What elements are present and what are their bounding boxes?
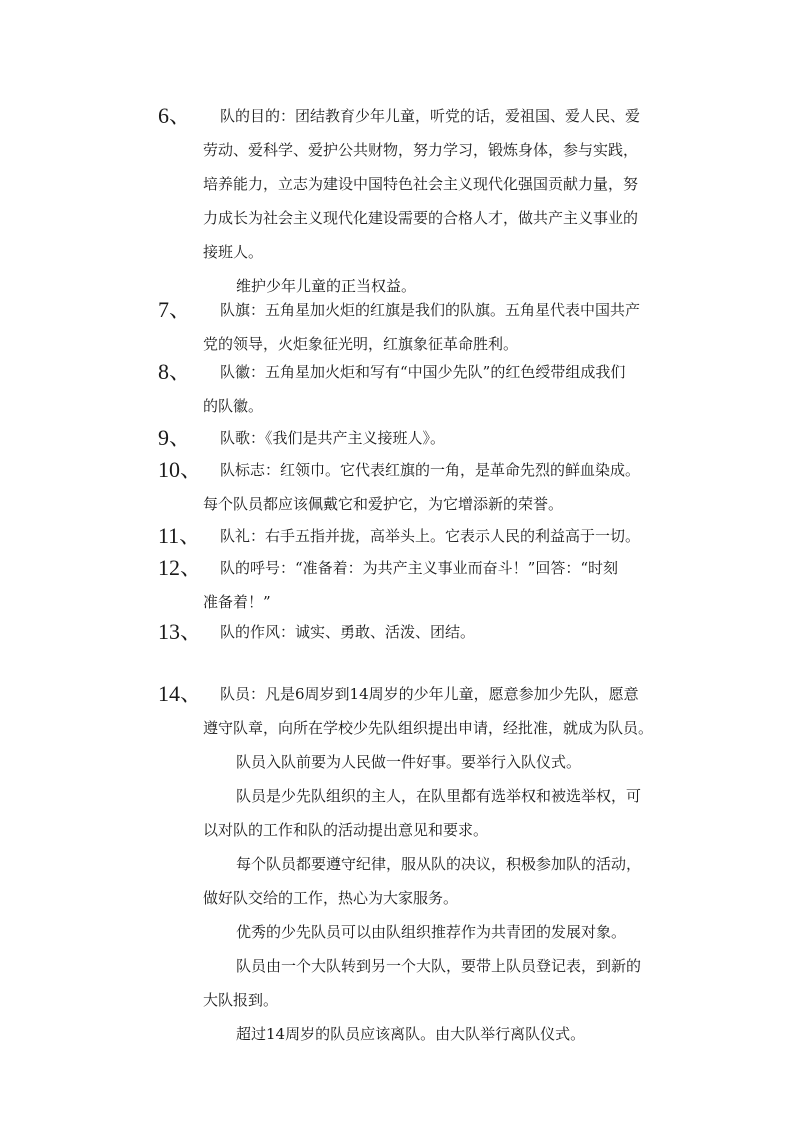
item-paragraph: 队员入队前要为人民做一件好事。要举行入队仪式。 — [236, 753, 582, 771]
item-text: 遵守队章，向所在学校少先队组织提出申请，经批准，就成为队员。 — [203, 719, 654, 737]
item-text: 培养能力，立志为建设中国特色社会主义现代化强国贡献力量，努 — [203, 175, 639, 193]
item-number: 7、 — [158, 297, 192, 322]
item-paragraph: 维护少年儿童的正当权益。 — [236, 277, 417, 295]
item-text: 队的作风：诚实、勇敢、活泼、团结。 — [220, 623, 476, 641]
item-paragraph: 队员是少先队组织的主人，在队里都有选举权和被选举权，可 — [236, 787, 642, 805]
item-text: 党的领导，火炬象征光明，红旗象征革命胜利。 — [203, 335, 519, 353]
item-number: 9、 — [158, 425, 192, 450]
item-number: 11、 — [158, 523, 202, 548]
item-text: 队礼：右手五指并拢，高举头上。它表示人民的利益高于一切。 — [220, 527, 641, 545]
item-number: 8、 — [158, 359, 192, 384]
item-text: 接班人。 — [203, 243, 264, 261]
item-text: 队的目的：团结教育少年儿童，听党的话，爱祖国、爱人民、爱 — [220, 107, 641, 125]
item-text: 队旗：五角星加火炬的红旗是我们的队旗。五角星代表中国共产 — [220, 301, 641, 319]
item-text: 队的呼号：“准备着：为共产主义事业而奋斗！”回答：“时刻 — [220, 559, 619, 577]
item-number: 13、 — [158, 619, 203, 644]
item-text: 队徽：五角星加火炬和写有“中国少先队”的红色绶带组成我们 — [220, 363, 626, 381]
item-paragraph: 优秀的少先队员可以由队组织推荐作为共青团的发展对象。 — [236, 923, 627, 941]
item-text: 的队徽。 — [203, 397, 264, 415]
item-text: 劳动、爱科学、爱护公共财物，努力学习，锻炼身体，参与实践， — [203, 141, 639, 159]
item-paragraph: 超过14周岁的队员应该离队。由大队举行离队仪式。 — [236, 1025, 586, 1043]
item-text: 准备着！” — [203, 593, 271, 611]
item-number: 6、 — [158, 103, 192, 128]
item-paragraph: 以对队的工作和队的活动提出意见和要求。 — [203, 821, 489, 839]
item-text: 队歌：《我们是共产主义接班人》。 — [220, 429, 446, 447]
item-text: 力成长为社会主义现代化建设需要的合格人才，做共产主义事业的 — [203, 209, 639, 227]
item-paragraph: 队员由一个大队转到另一个大队，要带上队员登记表，到新的 — [236, 957, 642, 975]
item-number: 14、 — [158, 681, 203, 706]
item-paragraph: 大队报到。 — [203, 991, 279, 1009]
item-text: 每个队员都应该佩戴它和爱护它，为它增添新的荣誉。 — [203, 495, 564, 513]
item-text: 队员：凡是6周岁到14周岁的少年儿童，愿意参加少先队，愿意 — [220, 685, 639, 703]
item-paragraph: 做好队交给的工作，热心为大家服务。 — [203, 889, 459, 907]
item-number: 12、 — [158, 555, 203, 580]
item-text: 队标志：红领巾。它代表红旗的一角，是革命先烈的鲜血染成。 — [220, 461, 641, 479]
item-number: 10、 — [158, 457, 203, 482]
item-paragraph: 每个队员都要遵守纪律，服从队的决议，积极参加队的活动， — [236, 855, 642, 873]
